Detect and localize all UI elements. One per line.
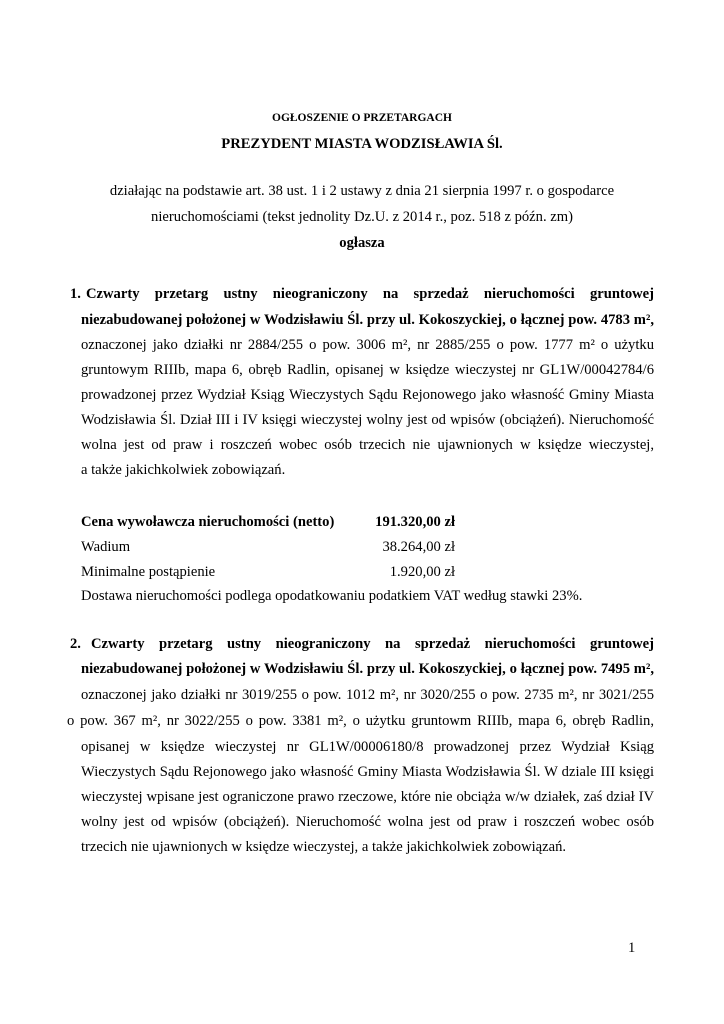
item-2-line-3: oznaczonej jako działki nr 3019/255 o pow. 1012 m², nr 3020/255 o pow. 2735 m², nr 3021/255 xyxy=(81,687,654,703)
item-2-number: 2. xyxy=(70,636,81,652)
minimum-bid-value: 1.920,00 zł xyxy=(389,564,455,580)
item-2-line-9: trzecich nie ujawnionych w księdze wieczystej, a także jakichkolwiek zobowiązań. xyxy=(81,839,567,855)
item-2-line-2: niezabudowanej położonej w Wodzisławiu Śl. przy ul. Kokoszyckiej, o łącznej pow. 7495 m², xyxy=(81,661,654,677)
item-1-line-5: prowadzonej przez Wydział Ksiąg Wieczystych Sądu Rejonowego jako własność Gminy Miasta xyxy=(81,387,654,403)
item-1-line-6: Wodzisławia Śl. Dział III i IV księgi wieczystej wolny jest od wpisów (obciążeń). Nieruchomość xyxy=(81,412,654,428)
item-1-number: 1. xyxy=(70,286,81,302)
item-1-line-3: oznaczonej jako działki nr 2884/255 o pow. 3006 m², nr 2885/255 o pow. 1777 m² o użytku xyxy=(81,337,654,353)
starting-price-value: 191.320,00 zł xyxy=(375,514,455,530)
item-2-line-8: wolny jest od wpisów (obciążeń). Nieruchomość wolna jest od praw i roszczeń wobec osób xyxy=(81,814,654,830)
deposit-value: 38.264,00 zł xyxy=(382,539,455,555)
item-2-line-7: wieczystej wpisane jest ograniczone prawo rzeczowe, które nie obciąża w/w działek, zaś dział IV xyxy=(81,789,654,805)
item-1-line-7: wolna jest od praw i roszczeń wobec osób trzecich nie ujawnionych w księdze wieczystej, xyxy=(81,437,654,453)
item-2-line-5: opisanej w księdze wieczystej nr GL1W/00006180/8 prowadzonej przez Wydział Ksiąg xyxy=(81,739,654,755)
deposit-label: Wadium xyxy=(81,539,131,555)
item-1-line-1: Czwarty przetarg ustny nieograniczony na sprzedaż nieruchomości gruntowej xyxy=(86,286,654,302)
item-2-line-4: o pow. 367 m², nr 3022/255 o pow. 3381 m², o użytku gruntowm RIIIb, mapa 6, obręb Radlin, xyxy=(67,713,654,729)
announces-word: ogłasza xyxy=(339,235,385,251)
item-2-line-6: Wieczystych Sądu Rejonowego jako własność Gminy Miasta Wodzisławia Śl. W dziale III księgi xyxy=(81,764,654,780)
starting-price-label: Cena wywoławcza nieruchomości (netto) xyxy=(81,514,335,530)
minimum-bid-label: Minimalne postąpienie xyxy=(81,564,216,580)
item-1-line-2: niezabudowanej położonej w Wodzisławiu Śl. przy ul. Kokoszyckiej, o łącznej pow. 4783 m², xyxy=(81,312,654,328)
announcement-title: OGŁOSZENIE O PRZETARGACH xyxy=(272,112,452,124)
legal-basis-line-1: działając na podstawie art. 38 ust. 1 i 2 ustawy z dnia 21 sierpnia 1997 r. o gospodarce xyxy=(109,183,615,199)
item-2-line-1: Czwarty przetarg ustny nieograniczony na sprzedaż nieruchomości gruntowej xyxy=(91,636,654,652)
item-1-line-4: gruntowym RIIIb, mapa 6, obręb Radlin, opisanej w księdze wieczystej nr GL1W/00042784/6 xyxy=(81,362,654,378)
page-number: 1 xyxy=(628,940,636,956)
issuer-heading: PREZYDENT MIASTA WODZISŁAWIA Śl. xyxy=(221,136,503,152)
item-1-line-8: a także jakichkolwiek zobowiązań. xyxy=(81,462,286,478)
vat-note: Dostawa nieruchomości podlega opodatkowaniu podatkiem VAT według stawki 23%. xyxy=(81,588,583,604)
legal-basis-line-2: nieruchomościami (tekst jednolity Dz.U. z 2014 r., poz. 518 z późn. zm) xyxy=(151,209,573,225)
